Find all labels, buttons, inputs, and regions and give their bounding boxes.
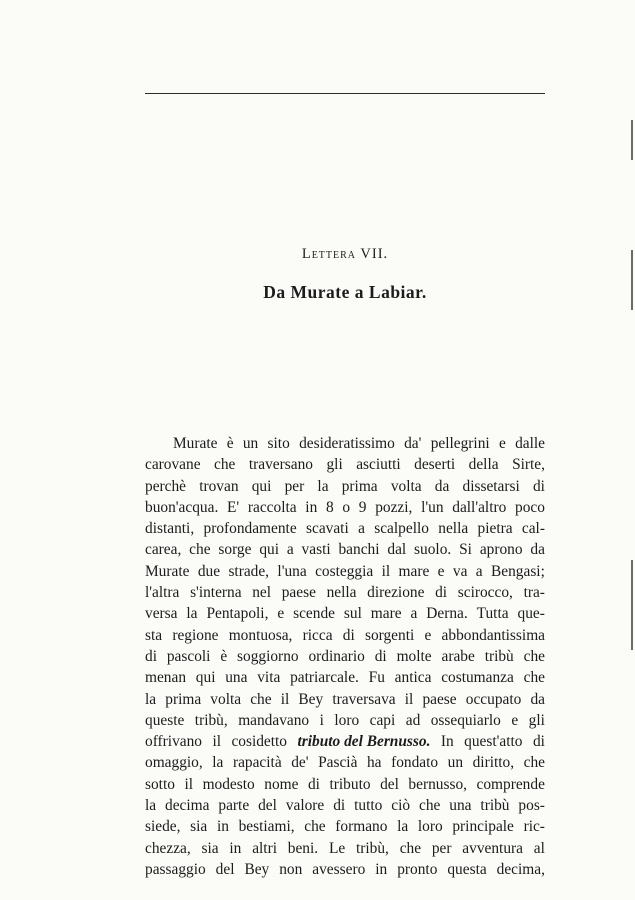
text-line: carovane che traversano gli asciutti deserti della Sirte, bbox=[145, 456, 545, 474]
body-paragraph bbox=[145, 433, 545, 880]
page-edge-mark bbox=[631, 250, 633, 310]
text-line: la prima volta che il Bey traversava il paese occupato da bbox=[145, 690, 545, 708]
text-line: Murate è un sito desideratissimo da' pellegrini e dalle bbox=[173, 435, 545, 452]
text-line: di pascoli è soggiorno ordinario di molte arabe tribù che bbox=[145, 647, 545, 665]
text-line: offrivano il cosidetto tributo del Bernusso. In quest'atto di bbox=[145, 733, 545, 751]
text-line: Murate due strade, l'una costeggia il mare e va a Bengasi; bbox=[145, 562, 545, 580]
text-line: omaggio, la rapacità de' Pascià ha fondato un diritto, che bbox=[145, 754, 545, 772]
text-line: sotto il modesto nome di tributo del bernusso, comprende bbox=[145, 775, 545, 793]
page-edge-mark bbox=[631, 120, 633, 160]
text-line: buon'acqua. E' raccolta in 8 o 9 pozzi, l'un dall'altro poco bbox=[145, 498, 545, 516]
text-line: menan qui una vita patriarcale. Fu antica costumanza che bbox=[145, 669, 545, 687]
text-line: chezza, sia in altri beni. Le tribù, che per avventura al bbox=[145, 839, 545, 857]
top-rule bbox=[145, 93, 545, 94]
text-line: siede, sia in bestiami, che formano la loro principale ric- bbox=[145, 818, 545, 836]
text-line: distanti, profondamente scavati a scalpello nella pietra cal- bbox=[145, 520, 545, 538]
text-line: l'altra s'interna nel paese nella direzione di scirocco, tra- bbox=[145, 584, 545, 602]
page-edge-mark bbox=[631, 560, 633, 650]
text-line: passaggio del Bey non avessero in pronto questa decima, bbox=[145, 860, 545, 878]
text-line: perchè trovan qui per la prima volta da dissetarsi di bbox=[145, 477, 545, 495]
chapter-title: Da Murate a Labiar. bbox=[263, 282, 427, 302]
text-line: carea, che sorge qui a vasti banchi dal suolo. Si aprono da bbox=[145, 541, 545, 559]
text-line: la decima parte del valore di tutto ciò che una tribù pos- bbox=[145, 797, 545, 815]
letter-number: Lettera VII. bbox=[301, 246, 389, 262]
text-line: sta regione montuosa, ricca di sorgenti e abbondantissima bbox=[145, 626, 545, 644]
text-line: versa la Pentapoli, e scende sul mare a Derna. Tutta que- bbox=[145, 605, 545, 623]
text-line: queste tribù, mandavano i loro capi ad ossequiarlo e gli bbox=[145, 711, 545, 729]
